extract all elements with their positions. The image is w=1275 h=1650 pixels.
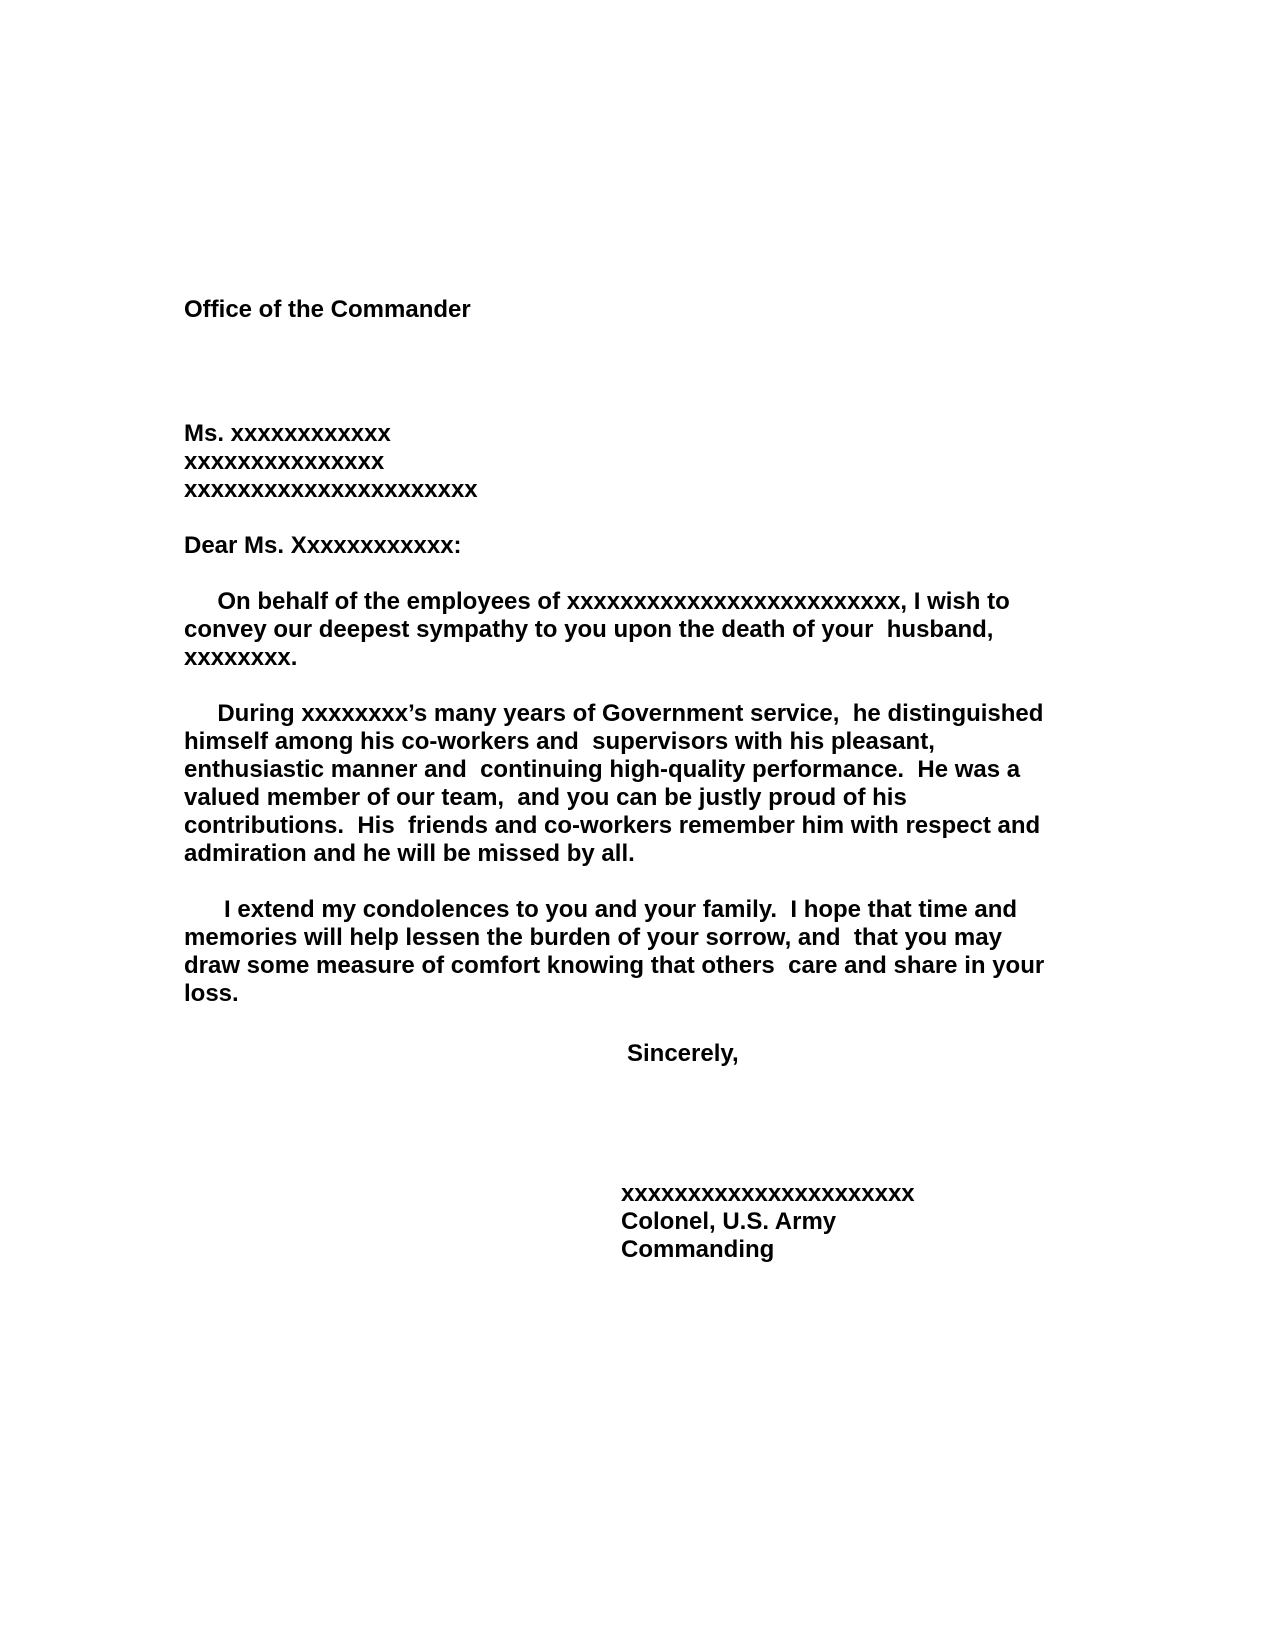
paragraph-line: admiration and he will be missed by all. [184, 840, 635, 867]
paragraph-line: enthusiastic manner and continuing high-quality performance. He was a [184, 756, 1021, 783]
body-paragraph-3 [184, 896, 1044, 1008]
closing: Sincerely, [627, 1040, 739, 1067]
paragraph-line: On behalf of the employees of xxxxxxxxxxxxxxxxxxxxxxxxx, I wish to [184, 588, 1010, 615]
paragraph-line: xxxxxxxx. [184, 644, 298, 671]
recipient-line: xxxxxxxxxxxxxxxxxxxxxx [184, 476, 478, 503]
body-paragraph-1 [184, 588, 1010, 672]
paragraph-line: loss. [184, 980, 239, 1007]
recipient-line: xxxxxxxxxxxxxxx [184, 448, 385, 475]
paragraph-line: contributions. His friends and co-workers remember him with respect and [184, 812, 1041, 839]
paragraph-line: memories will help lessen the burden of your sorrow, and that you may [184, 924, 1002, 951]
recipient-address [184, 420, 478, 504]
signature-title: Commanding [621, 1236, 775, 1263]
signature-block [621, 1180, 915, 1264]
paragraph-line: convey our deepest sympathy to you upon the death of your husband, [184, 616, 994, 643]
signature-name: xxxxxxxxxxxxxxxxxxxxxx [621, 1180, 915, 1207]
paragraph-line: valued member of our team, and you can be justly proud of his [184, 784, 907, 811]
paragraph-line: draw some measure of comfort knowing that others care and share in your [184, 952, 1045, 979]
office-heading: Office of the Commander [184, 296, 471, 323]
paragraph-line: I extend my condolences to you and your family. I hope that time and [184, 896, 1018, 923]
salutation: Dear Ms. Xxxxxxxxxxxx: [184, 532, 462, 559]
paragraph-line: During xxxxxxxx’s many years of Government service, he distinguished [184, 700, 1044, 727]
body-paragraph-2 [184, 700, 1043, 868]
paragraph-line: himself among his co-workers and supervisors with his pleasant, [184, 728, 935, 755]
recipient-line: Ms. xxxxxxxxxxxx [184, 420, 391, 447]
signature-rank: Colonel, U.S. Army [621, 1208, 837, 1235]
